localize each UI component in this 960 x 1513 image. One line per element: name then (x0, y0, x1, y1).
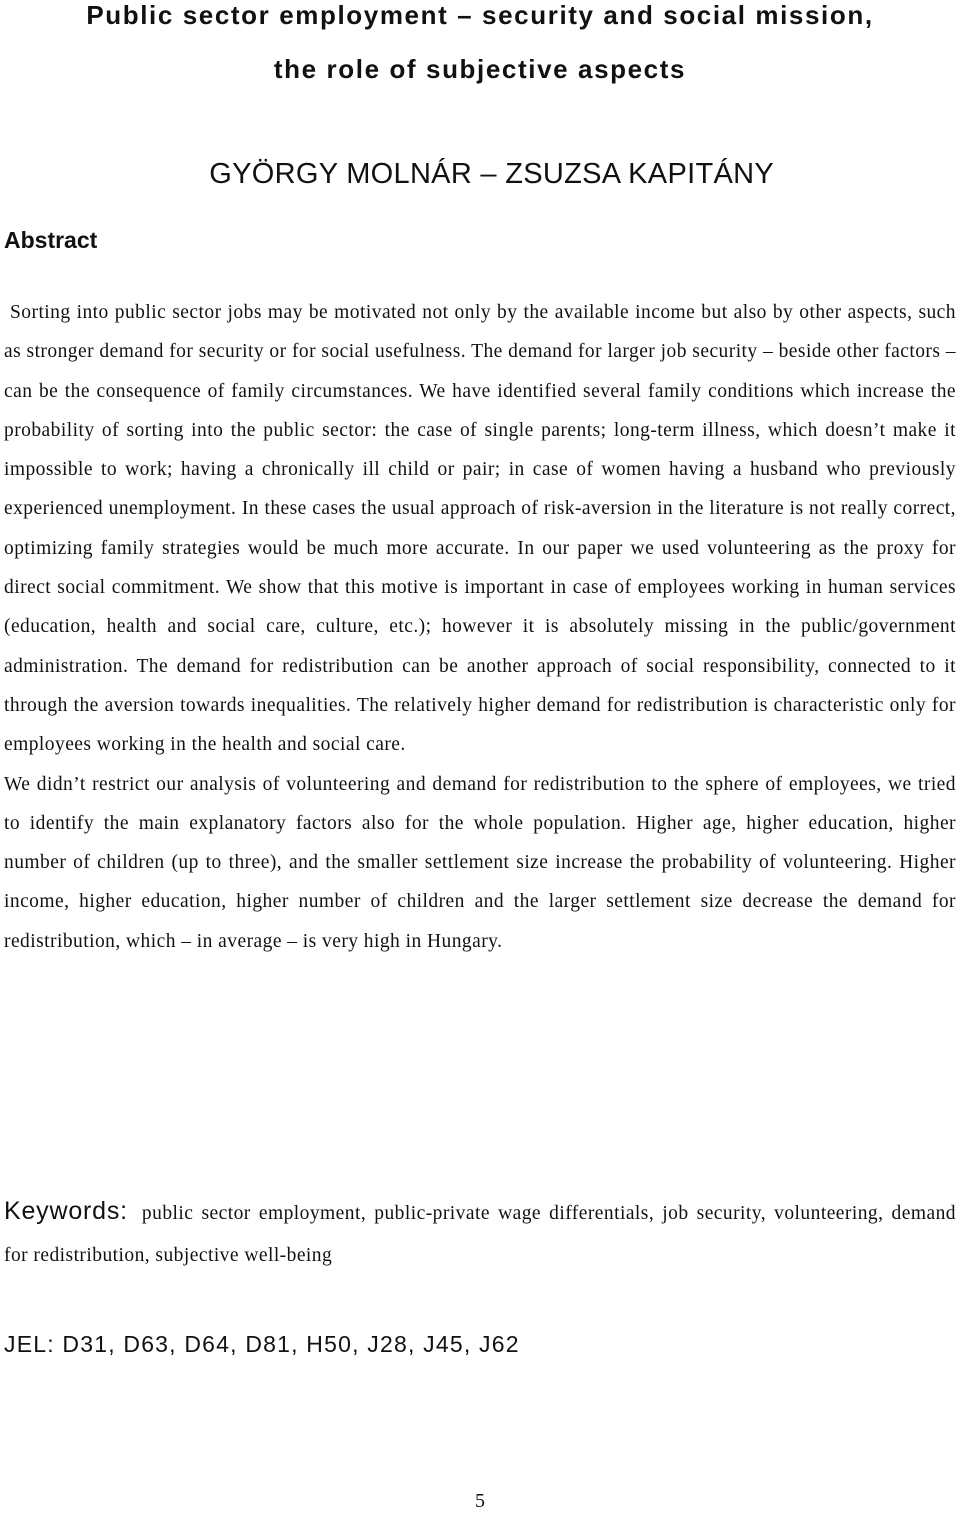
jel-codes: JEL: D31, D63, D64, D81, H50, J28, J45, J62 (4, 1331, 520, 1357)
keywords-section (4, 1190, 956, 1277)
paper-title-line-2: the role of subjective aspects (273, 54, 687, 84)
abstract-body (4, 293, 956, 961)
abstract-paragraph-2: We didn’t restrict our analysis of volunteering and demand for redistribution to the sphere of employees, we tried to identify the main explanatory factors also for the whole population. Higher age, higher education, higher number of children (up to three), and the smaller settlement size increase the probability of volunteering. Higher income, higher education, higher number of children and the larger settlement size decrease the demand for redistribution, which – in average – is very high in Hungary. (4, 773, 956, 952)
page-number: 5 (475, 1490, 485, 1512)
keywords-text: public sector employment, public-private wage differentials, job security, volunteering, demand for redistribution, subjective well-being (4, 1203, 956, 1266)
keywords-label: Keywords: (4, 1197, 128, 1225)
authors: GYÖRGY MOLNÁR – ZSUZSA KAPITÁNY (209, 158, 774, 190)
paper-title-line-1: Public sector employment – security and social mission, (86, 0, 874, 30)
abstract-paragraph-1: Sorting into public sector jobs may be motivated not only by the available income but also by other aspects, such as stronger demand for security or for social usefulness. The demand for larger job security – beside other factors – can be the consequence of family circumstances. We have identified several family conditions which increase the probability of sorting into the public sector: the case of single parents; long-term illness, which doesn’t make it impossible to work; having a chronically ill child or pair; in case of women having a husband who previously experienced unemployment. In these cases the usual approach of risk-aversion in the literature is not really correct, optimizing family strategies would be much more accurate. In our paper we used volunteering as the proxy for direct social commitment. We show that this motive is important in case of employees working in human services (education, health and social care, culture, etc.); however it is absolutely missing in the public/government administration. The demand for redistribution can be another approach of social responsibility, connected to it through the aversion towards inequalities. The relatively higher demand for redistribution is characteristic only for employees working in the health and social care. (4, 302, 956, 756)
abstract-heading: Abstract (4, 227, 98, 253)
